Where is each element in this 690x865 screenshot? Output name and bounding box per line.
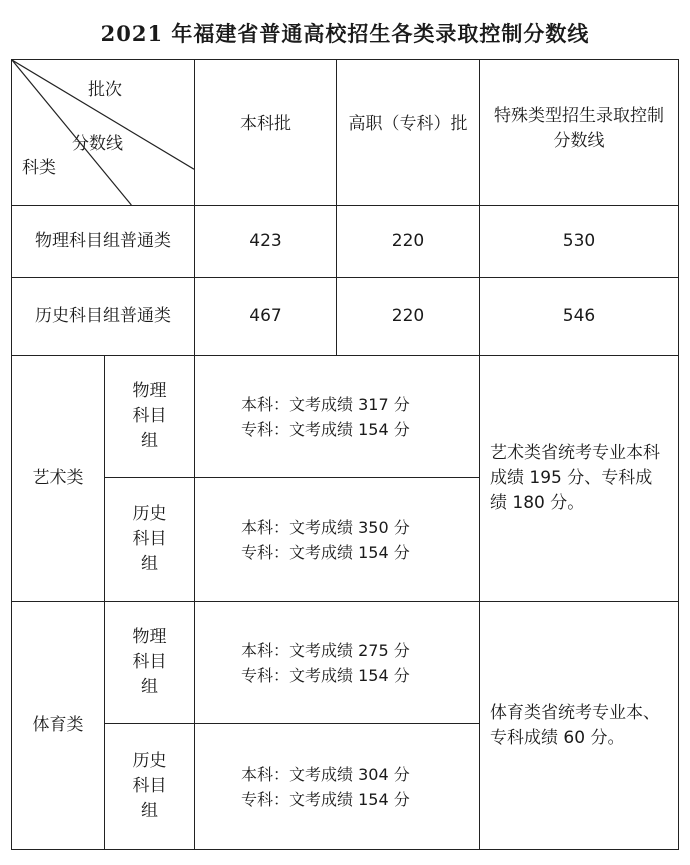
diagonal-header-cell (12, 60, 195, 206)
physics-benke-score: 423 (195, 206, 337, 278)
header-row (12, 60, 679, 206)
art-physics-scores (195, 356, 480, 478)
table-row (12, 356, 679, 478)
row-label-physics: 物理科目组普通类 (12, 206, 195, 278)
art-history-benke: 本科：文考成绩 350 分 (241, 517, 410, 537)
col-header-benke: 本科批 (195, 60, 337, 206)
table-row (12, 602, 679, 724)
sports-history-benke: 本科：文考成绩 304 分 (241, 764, 410, 784)
col-header-special: 特殊类型招生录取控制分数线 (480, 60, 679, 206)
art-physics-benke: 本科：文考成绩 317 分 (241, 394, 410, 414)
art-history-zhuanke: 专科：文考成绩 154 分 (241, 542, 410, 562)
physics-special-score: 530 (480, 206, 679, 278)
physics-gaozhi-score: 220 (337, 206, 480, 278)
row-label-history: 历史科目组普通类 (12, 278, 195, 356)
sports-physics-benke: 本科：文考成绩 275 分 (241, 640, 410, 660)
art-history-scores (195, 478, 480, 602)
history-gaozhi-score: 220 (337, 278, 480, 356)
col-header-gaozhi: 高职（专科）批 (337, 60, 480, 206)
score-table (11, 59, 679, 850)
history-benke-score: 467 (195, 278, 337, 356)
art-physics-group: 物理科目组 (105, 356, 195, 478)
diag-label-subject: 科类 (22, 158, 56, 178)
art-category-label: 艺术类 (12, 356, 105, 602)
sports-note: 体育类省统考专业本、专科成绩 60 分。 (480, 602, 679, 850)
table-row (12, 206, 679, 278)
table-row (12, 278, 679, 356)
art-note: 艺术类省统考专业本科成绩 195 分、专科成绩 180 分。 (480, 356, 679, 602)
page-title: 2021 年福建省普通高校招生各类录取控制分数线 (100, 21, 590, 46)
diag-label-batch: 批次 (88, 80, 122, 100)
sports-history-scores (195, 724, 480, 850)
diag-label-score: 分数线 (72, 134, 123, 154)
art-physics-zhuanke: 专科：文考成绩 154 分 (241, 419, 410, 439)
art-history-group: 历史科目组 (105, 478, 195, 602)
sports-history-zhuanke: 专科：文考成绩 154 分 (241, 789, 410, 809)
sports-physics-group: 物理科目组 (105, 602, 195, 724)
sports-physics-scores (195, 602, 480, 724)
sports-category-label: 体育类 (12, 602, 105, 850)
history-special-score: 546 (480, 278, 679, 356)
sports-history-group: 历史科目组 (105, 724, 195, 850)
sports-physics-zhuanke: 专科：文考成绩 154 分 (241, 665, 410, 685)
